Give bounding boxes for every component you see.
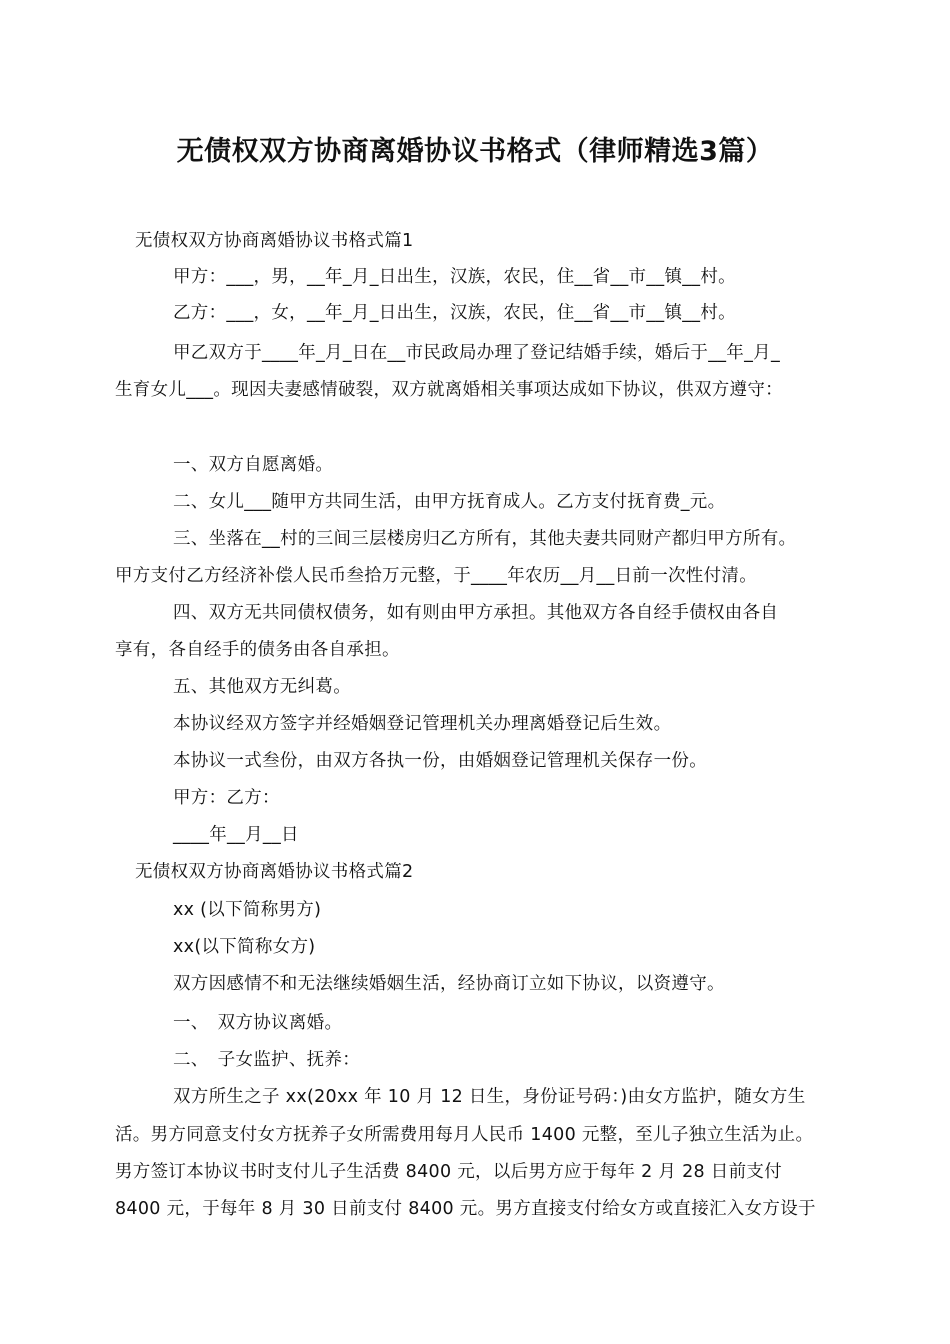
paragraph-line: 甲乙双方于____年_月_日在__市民政局办理了登记结婚手续，婚后于__年_月_ bbox=[173, 343, 780, 363]
date-line: ____年__月__日 bbox=[173, 825, 299, 845]
clause-line: 本协议经双方签字并经婚姻登记管理机关办理离婚登记后生效。 bbox=[173, 714, 672, 734]
section-heading-2: 无债权双方协商离婚协议书格式篇2 bbox=[135, 862, 414, 882]
clause-line: 一、 双方协议离婚。 bbox=[173, 1013, 343, 1033]
female-party-line: xx(以下简称女方) bbox=[173, 937, 316, 957]
paragraph-line: 活。男方同意支付女方抚养子女所需费用每月人民币 1400 元整，至儿子独立生活为止。 bbox=[115, 1125, 814, 1145]
clause-line: 三、坐落在__村的三间三层楼房归乙方所有，其他夫妻共同财产都归甲方所有。 bbox=[173, 529, 797, 549]
section-heading-1: 无债权双方协商离婚协议书格式篇1 bbox=[135, 231, 414, 251]
document-title: 无债权双方协商离婚协议书格式（律师精选3篇） bbox=[176, 136, 774, 167]
clause-line: 五、其他双方无纠葛。 bbox=[173, 677, 351, 697]
paragraph-line: 生育女儿___。现因夫妻感情破裂，双方就离婚相关事项达成如下协议，供双方遵守： bbox=[115, 380, 783, 400]
party-a-line: 甲方：___，男，__年_月_日出生，汉族，农民，住__省__市__镇__村。 bbox=[173, 267, 736, 287]
paragraph-line: 8400 元，于每年 8 月 30 日前支付 8400 元。男方直接支付给女方或直接汇入女方设于 bbox=[115, 1199, 816, 1219]
party-b-line: 乙方：___，女，__年_月_日出生，汉族，农民，住__省__市__镇__村。 bbox=[173, 303, 736, 323]
clause-line: 享有，各自经手的债务由各自承担。 bbox=[115, 640, 400, 660]
clause-line: 二、女儿___随甲方共同生活，由甲方抚育成人。乙方支付抚育费_元。 bbox=[173, 492, 726, 512]
clause-line: 甲方支付乙方经济补偿人民币叁拾万元整，于____年农历__月__日前一次性付清。 bbox=[115, 566, 757, 586]
clause-line: 四、双方无共同债权债务，如有则由甲方承担。其他双方各自经手债权由各自 bbox=[173, 603, 779, 623]
clause-line: 一、双方自愿离婚。 bbox=[173, 455, 334, 475]
paragraph-line: 男方签订本协议书时支付儿子生活费 8400 元，以后男方应于每年 2 月 28 日前支付 bbox=[115, 1162, 783, 1182]
clause-line: 二、 子女监护、抚养： bbox=[173, 1050, 361, 1070]
paragraph-line: 双方所生之子 xx(20xx 年 10 月 12 日生，身份证号码：)由女方监护，随女方生 bbox=[173, 1087, 806, 1107]
paragraph-line: 双方因感情不和无法继续婚姻生活，经协商订立如下协议，以资遵守。 bbox=[173, 974, 725, 994]
signature-line: 甲方：乙方： bbox=[173, 788, 280, 808]
clause-line: 本协议一式叁份，由双方各执一份，由婚姻登记管理机关保存一份。 bbox=[173, 751, 707, 771]
male-party-line: xx (以下简称男方) bbox=[173, 900, 322, 920]
